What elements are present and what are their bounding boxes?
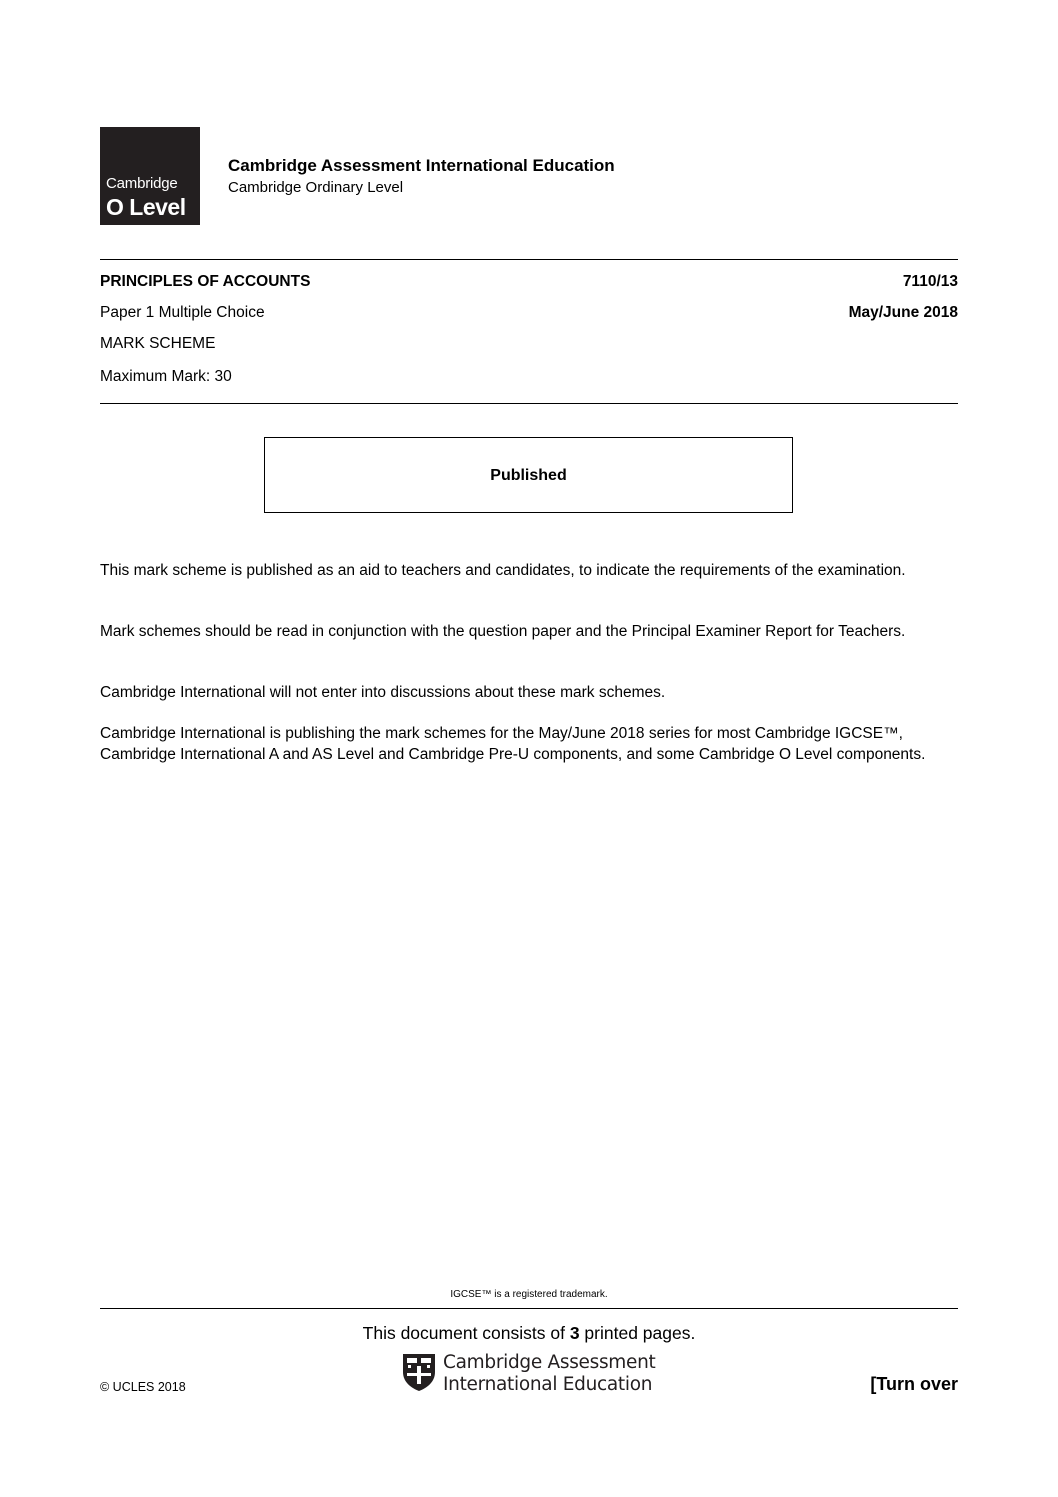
ca-logo-line1: Cambridge Assessment [443,1352,656,1373]
page-count-statement [0,1323,1058,1344]
page-count-prefix: This document consists of [362,1323,570,1343]
cambridge-o-level-logo [100,127,200,225]
paper-name: Paper 1 Multiple Choice [100,304,265,321]
status-label: Published [490,467,567,484]
exam-session: May/June 2018 [848,304,958,321]
cambridge-assessment-logo [401,1352,661,1396]
page-count-number: 3 [569,1323,580,1343]
org-title: Cambridge Assessment International Education [228,156,615,175]
reading-paragraph: Mark schemes should be read in conjunction with the question paper and the Principal Examiner Report for Teachers. [100,623,906,640]
page-count-suffix: printed pages. [579,1323,696,1343]
status-box [264,437,793,513]
intro-paragraph: This mark scheme is published as an aid to teachers and candidates, to indicate the requirements of the examination. [100,562,906,579]
maximum-mark: Maximum Mark: 30 [100,368,232,385]
top-divider [100,259,958,260]
publishing-paragraph: Cambridge International is publishing the mark schemes for the May/June 2018 series for most Cambridge IGCSE™, Cambridge International A and AS Level and Cambridge Pre-U components, and some Cambridge O Level components. [100,725,926,763]
copyright-notice: © UCLES 2018 [100,1380,186,1394]
discussion-paragraph: Cambridge International will not enter into discussions about these mark schemes. [100,684,666,701]
paper-code: 7110/13 [902,273,958,290]
document-type: MARK SCHEME [100,335,216,352]
footer-divider [100,1308,958,1309]
cambridge-crest-icon [401,1352,437,1392]
ca-logo-line2: International Education [443,1374,653,1395]
org-subtitle: Cambridge Ordinary Level [228,179,404,196]
logo-line-cambridge: Cambridge [106,175,178,192]
trademark-note: IGCSE™ is a registered trademark. [450,1289,608,1300]
logo-line-o-level: O Level [106,194,186,220]
turn-over-note: [Turn over [870,1374,958,1394]
subject-title: PRINCIPLES OF ACCOUNTS [100,273,311,290]
meta-divider [100,403,958,404]
